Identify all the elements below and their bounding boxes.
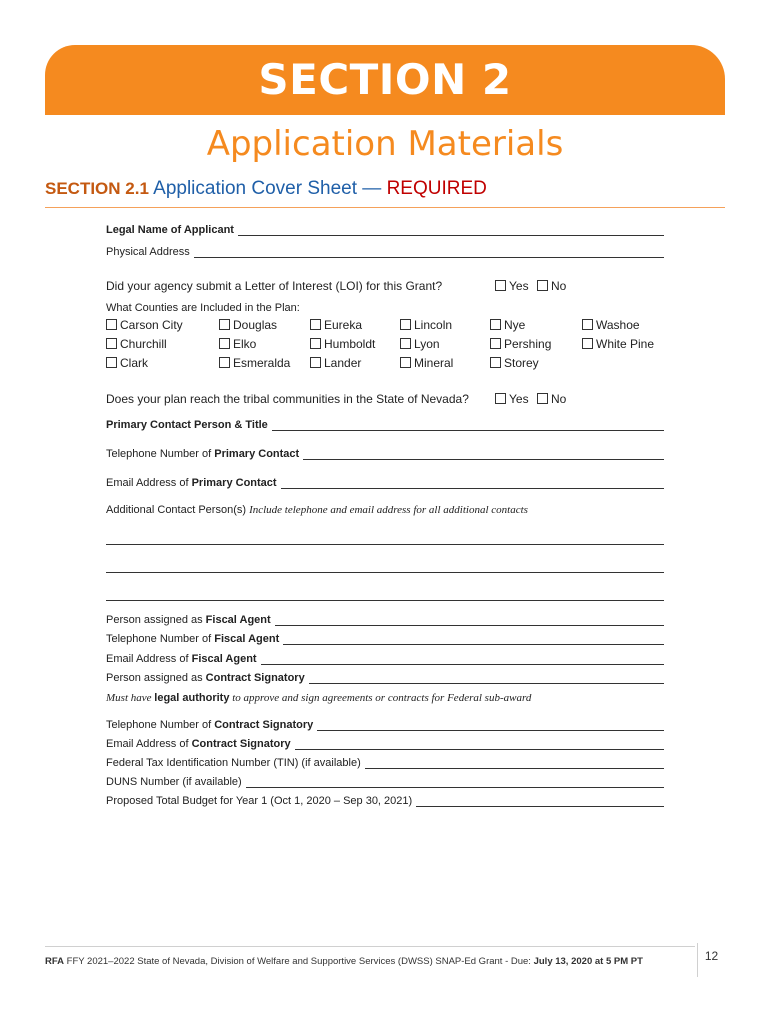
fiscal-email-label: Email Address of: [106, 653, 192, 665]
signatory-label-bold: Contract Signatory: [205, 672, 305, 684]
checkbox-icon[interactable]: [582, 338, 593, 349]
signatory-phone-label-bold: Contract Signatory: [214, 719, 314, 731]
signatory-email-field[interactable]: [106, 737, 664, 750]
footer-body: FFY 2021–2022 State of Nevada, Division of Welfare and Supportive Services (DWSS) SNAP-Ed Grant - Due:: [64, 956, 534, 967]
tin-field[interactable]: [106, 756, 664, 769]
county-label: Nye: [504, 318, 526, 332]
fiscal-agent-label: Person assigned as: [106, 614, 206, 626]
fiscal-phone-input-line[interactable]: [283, 632, 664, 645]
footer-due-date: July 13, 2020 at 5 PM PT: [533, 956, 643, 967]
page-title: Application Materials: [206, 124, 564, 164]
county-label: Douglas: [233, 318, 278, 332]
checkbox-icon[interactable]: [582, 319, 593, 330]
county-label: Churchill: [120, 337, 167, 351]
tin-input-line[interactable]: [365, 756, 664, 769]
checkbox-icon[interactable]: [106, 319, 117, 330]
primary-contact-label: Primary Contact Person & Title: [106, 419, 268, 431]
budget-input-line[interactable]: [416, 794, 664, 807]
county-option[interactable]: [310, 356, 361, 370]
county-option[interactable]: [400, 337, 440, 351]
primary-phone-field[interactable]: [106, 447, 664, 460]
loi-question: Did your agency submit a Letter of Interest (LOI) for this Grant?: [106, 279, 443, 293]
page-number: 12: [697, 943, 725, 977]
tribal-no-option[interactable]: [537, 392, 566, 406]
county-option[interactable]: [310, 318, 362, 332]
primary-email-label-bold: Primary Contact: [191, 477, 277, 489]
checkbox-icon[interactable]: [219, 357, 230, 368]
fiscal-email-label-bold: Fiscal Agent: [191, 653, 257, 665]
required-label: REQUIRED: [386, 178, 487, 199]
section-divider: [45, 207, 725, 208]
county-label: White Pine: [596, 337, 655, 351]
county-option[interactable]: [310, 337, 375, 351]
signatory-phone-field[interactable]: [106, 718, 664, 731]
checkbox-icon[interactable]: [537, 280, 548, 291]
county-option[interactable]: [582, 337, 654, 351]
county-label: Storey: [504, 356, 539, 370]
county-label: Clark: [120, 356, 149, 370]
primary-contact-field[interactable]: [106, 418, 664, 431]
footer-text: [45, 956, 643, 967]
fiscal-agent-field[interactable]: [106, 613, 664, 626]
signatory-email-label: Email Address of: [106, 738, 192, 750]
county-option[interactable]: [106, 356, 148, 370]
county-option[interactable]: [490, 318, 525, 332]
duns-field[interactable]: [106, 775, 664, 788]
duns-label: DUNS Number (if available): [106, 776, 242, 788]
checkbox-icon[interactable]: [106, 338, 117, 349]
additional-contact-line[interactable]: [106, 572, 664, 573]
primary-email-input-line[interactable]: [281, 476, 664, 489]
tribal-yes-label: Yes: [509, 392, 529, 406]
section-number: SECTION 2.1: [45, 179, 149, 198]
checkbox-icon[interactable]: [490, 338, 501, 349]
county-option[interactable]: [400, 356, 453, 370]
tin-label: Federal Tax Identification Number (TIN) (if available): [106, 757, 361, 769]
checkbox-icon[interactable]: [490, 319, 501, 330]
section-banner: [45, 45, 725, 115]
signatory-label: Person assigned as: [106, 672, 206, 684]
loi-no-option[interactable]: [537, 279, 566, 293]
section-title: SECTION 2: [258, 55, 512, 104]
fiscal-phone-field[interactable]: [106, 632, 664, 645]
county-option[interactable]: [106, 337, 167, 351]
county-label: Esmeralda: [233, 356, 291, 370]
fiscal-email-input-line[interactable]: [261, 652, 664, 665]
county-label: Humboldt: [324, 337, 376, 351]
loi-no-label: No: [551, 279, 567, 293]
additional-contacts-text: Additional Contact Person(s): [106, 504, 250, 516]
county-label: Pershing: [504, 337, 552, 351]
checkbox-icon[interactable]: [310, 357, 321, 368]
checkbox-icon[interactable]: [495, 393, 506, 404]
signatory-input-line[interactable]: [309, 671, 664, 684]
tribal-question: Does your plan reach the tribal communities in the State of Nevada?: [106, 392, 469, 406]
checkbox-icon[interactable]: [537, 393, 548, 404]
physical-address-input-line[interactable]: [194, 245, 664, 258]
checkbox-icon[interactable]: [400, 357, 411, 368]
checkbox-icon[interactable]: [106, 357, 117, 368]
legal-name-label: Legal Name of Applicant: [106, 224, 234, 236]
legal-authority-note: [106, 692, 531, 704]
legal-authority-pre: Must have: [106, 692, 155, 704]
legal-name-input-line[interactable]: [238, 223, 664, 236]
physical-address-label: Physical Address: [106, 246, 190, 258]
county-label: Lyon: [414, 337, 440, 351]
loi-yes-label: Yes: [509, 279, 529, 293]
fiscal-email-field[interactable]: [106, 652, 664, 665]
additional-contacts-note: Include telephone and email address for all additional contacts: [249, 504, 528, 516]
county-label: Carson City: [120, 318, 183, 332]
tribal-yes-option[interactable]: [495, 392, 529, 406]
county-option[interactable]: [219, 337, 256, 351]
legal-authority-bold: legal authority: [154, 692, 230, 704]
county-option[interactable]: [219, 356, 290, 370]
fiscal-agent-input-line[interactable]: [275, 613, 664, 626]
signatory-email-label-bold: Contract Signatory: [191, 738, 291, 750]
budget-label: Proposed Total Budget for Year 1 (Oct 1, 2020 – Sep 30, 2021): [106, 795, 413, 807]
county-label: Lander: [324, 356, 362, 370]
checkbox-icon[interactable]: [490, 357, 501, 368]
counties-label: What Counties are Included in the Plan:: [106, 302, 300, 314]
additional-contacts-label: [106, 504, 528, 516]
section-heading-title: Application Cover Sheet —: [153, 178, 382, 199]
legal-name-field[interactable]: [106, 223, 664, 236]
county-label: Washoe: [596, 318, 640, 332]
checkbox-icon[interactable]: [400, 338, 411, 349]
duns-input-line[interactable]: [246, 775, 664, 788]
primary-email-field[interactable]: [106, 476, 664, 489]
checkbox-icon[interactable]: [310, 319, 321, 330]
county-option[interactable]: [582, 318, 640, 332]
county-label: Lincoln: [414, 318, 453, 332]
section-heading: [45, 178, 487, 200]
county-label: Elko: [233, 337, 257, 351]
legal-authority-post: to approve and sign agreements or contracts for Federal sub-award: [229, 692, 532, 704]
additional-contact-line[interactable]: [106, 544, 664, 545]
signatory-phone-input-line[interactable]: [317, 718, 664, 731]
footer-divider: [45, 946, 695, 947]
physical-address-field[interactable]: [106, 245, 664, 258]
budget-field[interactable]: [106, 794, 664, 807]
checkbox-icon[interactable]: [400, 319, 411, 330]
primary-contact-input-line[interactable]: [272, 418, 664, 431]
signatory-phone-label: Telephone Number of: [106, 719, 215, 731]
county-option[interactable]: [490, 337, 551, 351]
tribal-no-label: No: [551, 392, 567, 406]
county-option[interactable]: [400, 318, 452, 332]
signatory-email-input-line[interactable]: [295, 737, 664, 750]
county-label: Mineral: [414, 356, 454, 370]
county-option[interactable]: [219, 318, 277, 332]
primary-phone-label-bold: Primary Contact: [214, 448, 300, 460]
loi-yes-option[interactable]: [495, 279, 529, 293]
footer-rfa: RFA: [45, 956, 64, 967]
county-option[interactable]: [106, 318, 183, 332]
fiscal-phone-label: Telephone Number of: [106, 633, 215, 645]
county-option[interactable]: [490, 356, 539, 370]
checkbox-icon[interactable]: [219, 338, 230, 349]
primary-phone-label: Telephone Number of: [106, 448, 215, 460]
checkbox-icon[interactable]: [495, 280, 506, 291]
signatory-field[interactable]: [106, 671, 664, 684]
additional-contact-line[interactable]: [106, 600, 664, 601]
fiscal-agent-label-bold: Fiscal Agent: [205, 614, 271, 626]
fiscal-phone-label-bold: Fiscal Agent: [214, 633, 280, 645]
county-label: Eureka: [324, 318, 363, 332]
primary-phone-input-line[interactable]: [303, 447, 664, 460]
primary-email-label: Email Address of: [106, 477, 192, 489]
checkbox-icon[interactable]: [310, 338, 321, 349]
checkbox-icon[interactable]: [219, 319, 230, 330]
